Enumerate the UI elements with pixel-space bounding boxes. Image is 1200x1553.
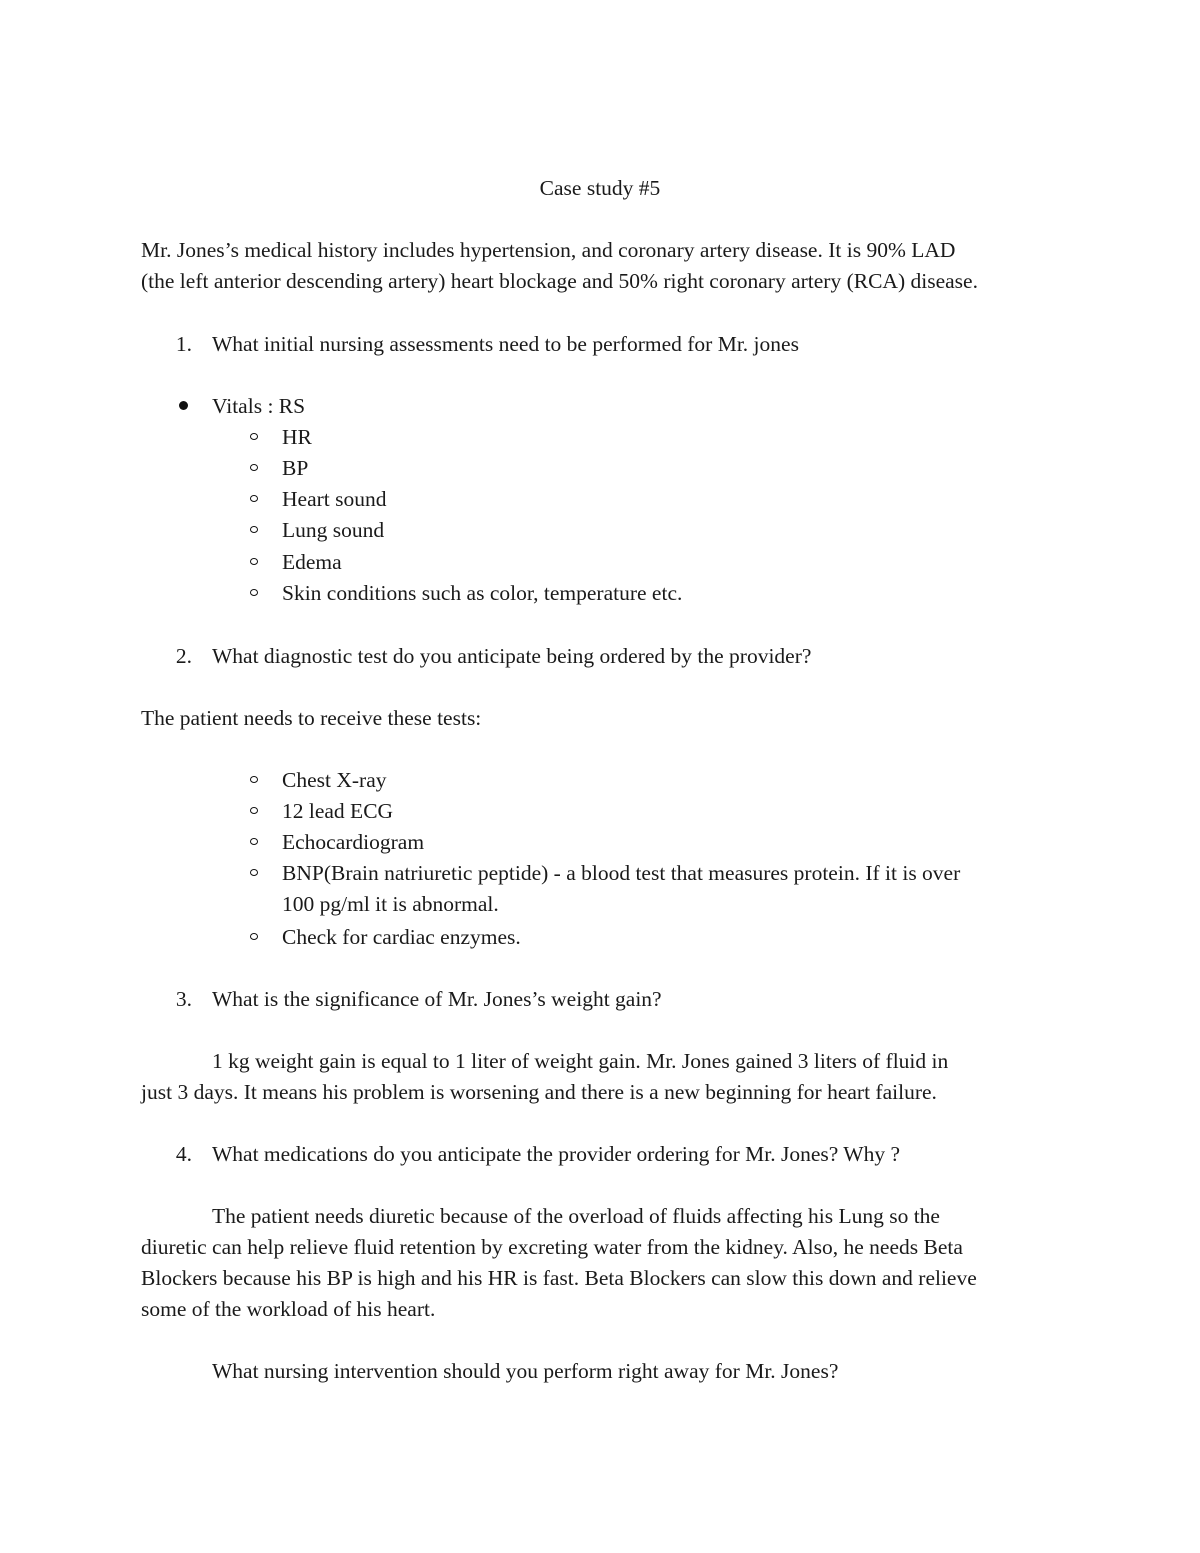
question-3-number: 3. — [175, 987, 192, 1011]
question-2-text: What diagnostic test do you anticipate being ordered by the provider? — [212, 644, 812, 668]
bullet-circle-icon — [250, 464, 258, 471]
question-1-number: 1. — [175, 332, 192, 356]
answer-4-line-1: The patient needs diuretic because of the overload of fluids affecting his Lung so the — [212, 1204, 940, 1228]
page-title: Case study #5 — [539, 176, 661, 200]
vitals-item: Lung sound — [282, 518, 385, 542]
question-2-number: 2. — [175, 644, 192, 668]
bullet-circle-icon — [250, 433, 258, 440]
question-4-number: 4. — [175, 1142, 192, 1166]
question-5-text: What nursing intervention should you perform right away for Mr. Jones? — [212, 1359, 839, 1383]
bullet-circle-icon — [250, 589, 258, 596]
test-item: BNP(Brain natriuretic peptide) - a blood test that measures protein. If it is over — [282, 861, 961, 885]
bullet-circle-icon — [250, 558, 258, 565]
vitals-label: Vitals : RS — [212, 394, 306, 418]
bullet-disc-icon — [179, 401, 188, 410]
test-item: Echocardiogram — [282, 830, 425, 854]
answer-4-line-2: diuretic can help relieve fluid retention by excreting water from the kidney. Also, he needs Beta — [141, 1235, 963, 1259]
test-item: Check for cardiac enzymes. — [282, 925, 521, 949]
question-1-text: What initial nursing assessments need to be performed for Mr. jones — [212, 332, 799, 356]
answer-3-line-2: just 3 days. It means his problem is worsening and there is a new beginning for heart failure. — [141, 1080, 937, 1104]
intro-line-2: (the left anterior descending artery) heart blockage and 50% right coronary artery (RCA) disease. — [141, 269, 978, 293]
bullet-circle-icon — [250, 869, 258, 876]
vitals-item: BP — [282, 456, 309, 480]
test-item: 12 lead ECG — [282, 799, 394, 823]
vitals-item: Heart sound — [282, 487, 387, 511]
tests-intro: The patient needs to receive these tests: — [141, 706, 482, 730]
answer-4-line-4: some of the workload of his heart. — [141, 1297, 436, 1321]
question-3-text: What is the significance of Mr. Jones’s weight gain? — [212, 987, 662, 1011]
bullet-circle-icon — [250, 838, 258, 845]
test-item-continuation: 100 pg/ml it is abnormal. — [282, 892, 499, 916]
question-4-text: What medications do you anticipate the provider ordering for Mr. Jones? Why ? — [212, 1142, 900, 1166]
vitals-item: HR — [282, 425, 312, 449]
bullet-circle-icon — [250, 495, 258, 502]
bullet-circle-icon — [250, 776, 258, 783]
vitals-item: Edema — [282, 550, 342, 574]
bullet-circle-icon — [250, 526, 258, 533]
test-item: Chest X-ray — [282, 768, 387, 792]
vitals-item: Skin conditions such as color, temperature etc. — [282, 581, 683, 605]
answer-4-line-3: Blockers because his BP is high and his HR is fast. Beta Blockers can slow this down and relieve — [141, 1266, 977, 1290]
intro-line-1: Mr. Jones’s medical history includes hypertension, and coronary artery disease. It is 90% LAD — [141, 238, 956, 262]
answer-3-line-1: 1 kg weight gain is equal to 1 liter of weight gain. Mr. Jones gained 3 liters of fluid in — [212, 1049, 949, 1073]
bullet-circle-icon — [250, 933, 258, 940]
bullet-circle-icon — [250, 807, 258, 814]
